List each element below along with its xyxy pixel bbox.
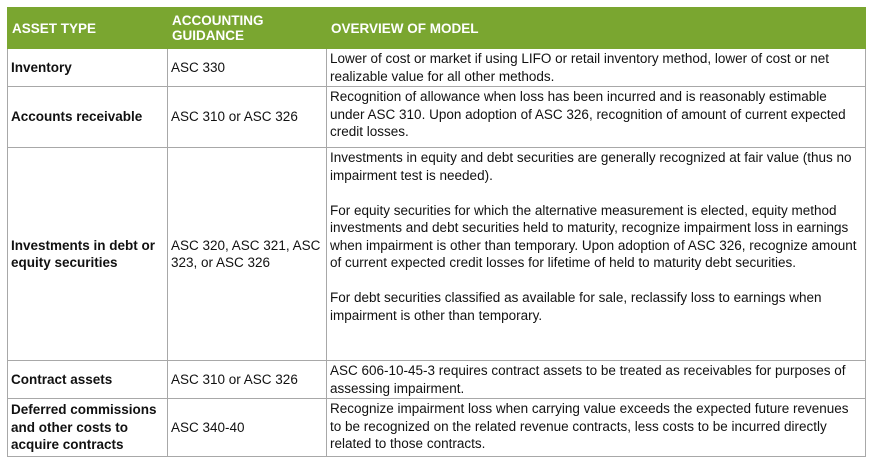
table-row <box>8 87 866 148</box>
table-row <box>8 148 866 361</box>
impairment-guidance-table <box>7 7 866 457</box>
asset-type-cell: Investments in debt or equity securities <box>8 148 168 361</box>
table-row <box>8 49 866 87</box>
paragraph-spacer <box>330 272 861 290</box>
header-accounting-guidance: ACCOUNTING GUIDANCE <box>168 8 327 49</box>
overview-paragraph: Recognition of allowance when loss has been incurred and is reasonably estimable under ASC 310. Upon adoption of ASC 326, recognition of amount of current expected credit losses. <box>330 89 846 139</box>
overview-paragraph: For debt securities classified as available for sale, reclassify loss to earnings when impairment is other than temporary. <box>330 290 822 323</box>
asset-type-cell: Accounts receivable <box>8 87 168 148</box>
overview-paragraph: ASC 606-10-45-3 requires contract assets to be treated as receivables for purposes of assessing impairment. <box>330 363 846 396</box>
asset-type-cell: Deferred commissions and other costs to acquire contracts <box>8 399 168 457</box>
overview-paragraph: Lower of cost or market if using LIFO or retail inventory method, lower of cost or net realizable value for all other methods. <box>330 51 829 84</box>
asset-type-cell: Contract assets <box>8 361 168 399</box>
guidance-cell: ASC 310 or ASC 326 <box>168 361 327 399</box>
guidance-cell: ASC 340-40 <box>168 399 327 457</box>
header-asset-type: ASSET TYPE <box>8 8 168 49</box>
overview-cell <box>327 87 866 148</box>
guidance-cell: ASC 320, ASC 321, ASC 323, or ASC 326 <box>168 148 327 361</box>
guidance-cell: ASC 330 <box>168 49 327 87</box>
paragraph-spacer <box>330 184 861 202</box>
impairment-guidance-table-container <box>7 7 865 457</box>
table-row <box>8 361 866 399</box>
table-row <box>8 399 866 457</box>
asset-type-cell: Inventory <box>8 49 168 87</box>
overview-cell <box>327 148 866 361</box>
overview-cell <box>327 399 866 457</box>
guidance-cell: ASC 310 or ASC 326 <box>168 87 327 148</box>
overview-cell <box>327 361 866 399</box>
overview-paragraph: Investments in equity and debt securities are generally recognized at fair value (thus no impairment test is needed). <box>330 150 852 183</box>
overview-cell <box>327 49 866 87</box>
header-row <box>8 8 866 49</box>
header-overview-of-model: OVERVIEW OF MODEL <box>327 8 866 49</box>
overview-paragraph: For equity securities for which the alternative measurement is elected, equity method investments and debt securities held to maturity, recognize impairment loss in earnings when impairment is other than temporary. Upon adoption of ASC 326, recognize amount of current expected credit losses for lifetime of held to maturity debt securities. <box>330 202 857 270</box>
overview-paragraph: Recognize impairment loss when carrying value exceeds the expected future revenues to be recognized on the related revenue contracts, less costs to be incurred directly related to those contracts. <box>330 401 849 451</box>
